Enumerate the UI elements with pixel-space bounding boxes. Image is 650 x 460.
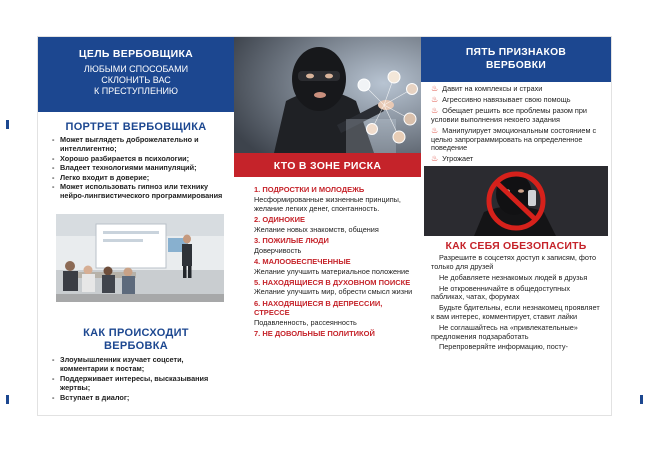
list-item: - Злоумышленник изучает соцсети, комментарии к постам; bbox=[52, 355, 226, 374]
fold-mark-top bbox=[6, 120, 9, 129]
fire-icon: ♨ bbox=[431, 125, 439, 135]
fire-icon: ♨ bbox=[431, 94, 439, 104]
risk-desc: Желание улучшить мир, обрести смысл жизни bbox=[254, 287, 413, 297]
right-panel bbox=[421, 37, 611, 415]
masked-caller-photo bbox=[424, 166, 608, 236]
list-item: Не соглашайтесь на «привлекательные» предложения подзаработать bbox=[431, 322, 578, 341]
presentation-photo bbox=[56, 214, 224, 302]
risk-heading: 7. НЕ ДОВОЛЬНЫЕ ПОЛИТИКОЙ bbox=[254, 329, 375, 339]
list-item: - Может выглядеть доброжелательно и интеллигентно; bbox=[52, 135, 226, 154]
list-item: ♨ Обещает решить все проблемы разом при условии выполнения некоего задания bbox=[431, 105, 588, 124]
list-item: Не добавляете незнакомых людей в друзья bbox=[439, 272, 588, 282]
list-item: Перепроверяйте информацию, посту- bbox=[439, 342, 568, 352]
portrait-title: ПОРТРЕТ ВЕРБОВЩИКА bbox=[65, 121, 207, 133]
risk-heading: 5. НАХОДЯЩИЕСЯ В ДУХОВНОМ ПОИСКЕ bbox=[254, 277, 411, 287]
signs-list bbox=[421, 82, 611, 164]
risk-heading: 2. ОДИНОКИЕ bbox=[254, 215, 306, 225]
risk-desc: Доверчивость bbox=[254, 245, 302, 255]
brochure-sheet bbox=[38, 37, 611, 415]
risk-heading: 4. МАЛООБЕСПЕЧЕННЫЕ bbox=[254, 256, 351, 266]
risk-desc: Подавленность, рассеянность bbox=[254, 317, 357, 327]
goal-title: ЦЕЛЬ ВЕРБОВЩИКА bbox=[78, 48, 194, 60]
list-item: Не откровенничайте в общедоступных пабликах, чатах, форумах bbox=[431, 283, 571, 302]
risk-heading: 1. ПОДРОСТКИ И МОЛОДЕЖЬ bbox=[254, 185, 365, 194]
left-panel bbox=[38, 37, 234, 415]
portrait-list bbox=[38, 135, 234, 201]
list-item: - Легко входит в доверие; bbox=[52, 173, 226, 182]
hacker-photo bbox=[234, 37, 421, 153]
risk-desc: Желание улучшить материальное положение bbox=[254, 266, 410, 276]
how-title: КАК ПРОИСХОДИТ ВЕРБОВКА bbox=[83, 327, 189, 352]
list-item: Будьте бдительны, если незнакомец проявляет к вам интерес, комментирует, ставит лайки bbox=[431, 303, 600, 322]
risk-desc: Несформированные жизненные принципы, желание легких денег, спонтанность. bbox=[254, 194, 401, 213]
goal-subtitle: ЛЮБЫМИ СПОСОБАМИ СКЛОНИТЬ ВАС К ПРЕСТУПЛЕНИЮ bbox=[83, 64, 189, 96]
fire-icon: ♨ bbox=[431, 154, 439, 164]
risk-banner: КТО В ЗОНЕ РИСКА bbox=[234, 153, 421, 177]
risk-heading: 3. ПОЖИЛЫЕ ЛЮДИ bbox=[254, 236, 329, 246]
list-item: - Хорошо разбирается в психологии; bbox=[52, 154, 226, 163]
middle-panel bbox=[234, 37, 421, 415]
safety-tips bbox=[421, 252, 611, 352]
how-list bbox=[38, 355, 234, 402]
signs-header: ПЯТЬ ПРИЗНАКОВ ВЕРБОВКИ bbox=[421, 37, 611, 82]
list-item: - Может использовать гипноз или технику нейро-лингвистического программирования bbox=[52, 182, 226, 201]
fire-icon: ♨ bbox=[431, 105, 439, 115]
list-item: - Владеет технологиями манипуляций; bbox=[52, 163, 226, 172]
list-item: - Поддерживает интересы, высказывания жертвы; bbox=[52, 374, 226, 393]
list-item: ♨ Давит на комплексы и страхи bbox=[431, 84, 543, 93]
list-item: Разрешите в соцсетях доступ к записям, фото только для друзей bbox=[431, 253, 597, 272]
fire-icon: ♨ bbox=[431, 84, 439, 93]
risk-desc: Желание новых знакомств, общения bbox=[254, 224, 379, 234]
risk-list bbox=[234, 177, 421, 339]
fold-mark-bottom bbox=[6, 395, 9, 404]
risk-heading: 6. НАХОДЯЩИЕСЯ В ДЕПРЕССИИ, СТРЕССЕ bbox=[254, 298, 383, 318]
fold-mark-right bbox=[640, 395, 643, 404]
list-item: ♨ Манипулирует эмоциональным состоянием с целью запрограммировать на определенное поведение bbox=[431, 125, 597, 153]
list-item: - Вступает в диалог; bbox=[52, 393, 226, 402]
safety-title: КАК СЕБЯ ОБЕЗОПАСИТЬ bbox=[445, 240, 587, 253]
goal-header bbox=[38, 37, 234, 112]
list-item: ♨ Агрессивно навязывает свою помощь bbox=[431, 94, 571, 104]
list-item: ♨ Угрожает bbox=[431, 154, 474, 164]
